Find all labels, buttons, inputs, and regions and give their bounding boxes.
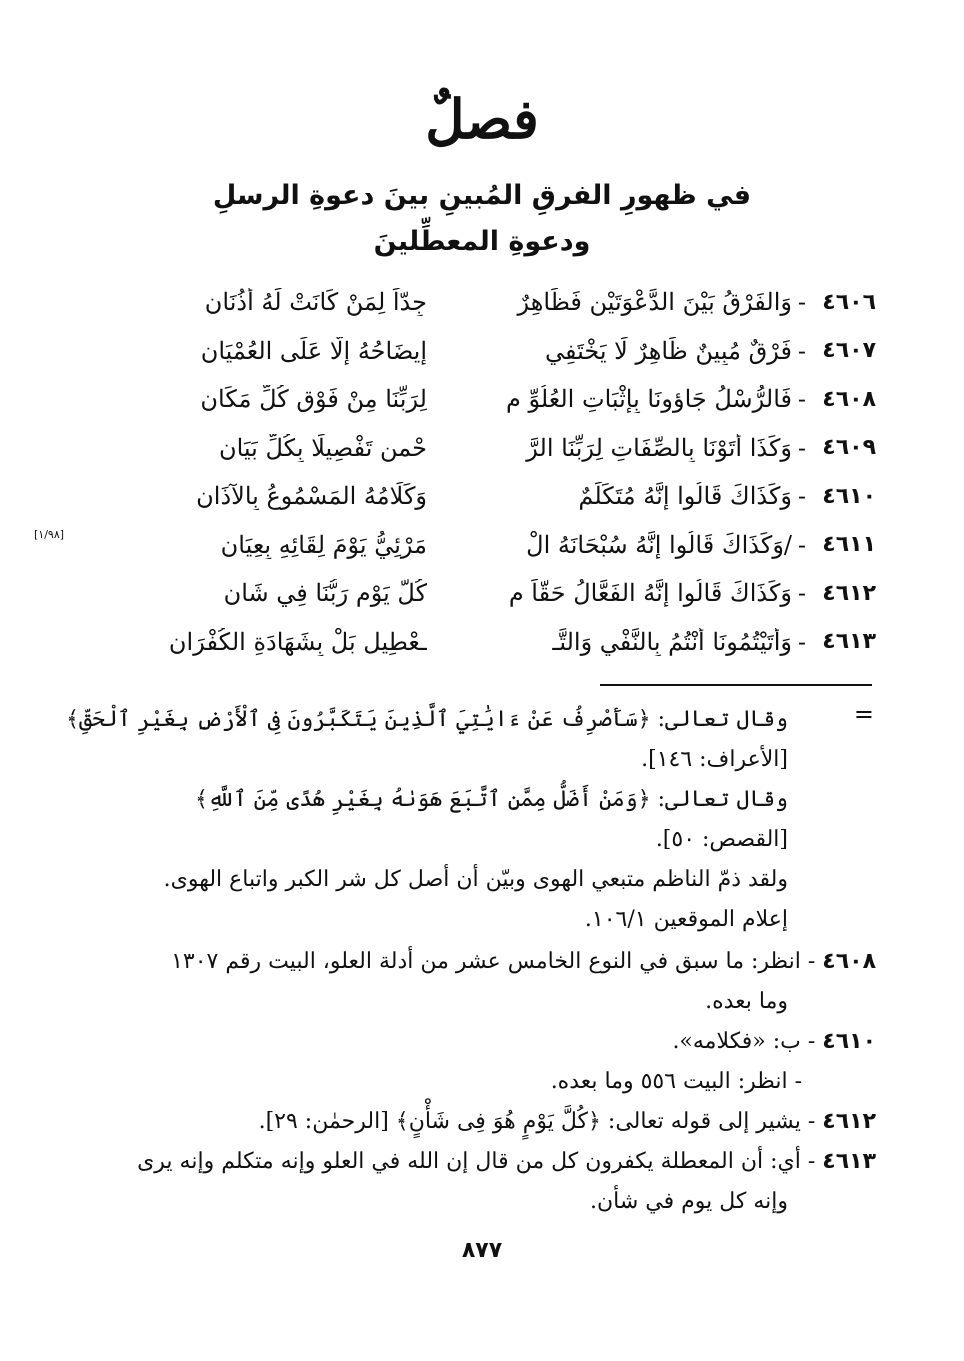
verse-row: ٤٦١١ - /وَكَذَاكَ قَالُوا إِنَّهُ سُبْحَانَهُ الْ مَرْئِيُّ يَوْمَ لِقَائِهِ بِعِيَانِ [86, 521, 876, 570]
footnote-text: أي: أن المعطلة يكفرون كل من قال إن الله في العلو وإنه متكلم وإنه يرى [137, 1149, 801, 1174]
footnote-item: ٤٦١٢ - يشير إلى قوله تعالى: ﴿كُلَّ يَوْمٍ هُوَ فِى شَأْنٍ﴾ [الرحمٰن: ٢٩]. [258, 1109, 876, 1134]
verse-number: ٤٦١٣ [822, 629, 876, 655]
verse-number: ٤٦٠٧ [822, 338, 876, 364]
footnote-number: ٤٦٠٨ [822, 949, 876, 974]
verse-first-hemistich: وَكَذَاكَ قَالُوا إِنَّهُ مُتَكَلِّمٌ [578, 482, 792, 511]
verse-row: ٤٦١٣ - وَأَتَيْتُمُونَا أَنْتُمُ بِالنَّفْيِ وَالتَّـ ـعْطِيلِ بَلْ بِشَهَادَةِ الكُفْرَانِ [86, 618, 876, 667]
note-line: ولقد ذمّ الناظم متبعي الهوى وبيّن أن أصل كل شر الكبر واتباع الهوى. [163, 867, 788, 892]
verse-second-hemistich: وَكَلَامُهُ المَسْمُوعُ بِالآذَانِ [196, 482, 427, 511]
footnote-item: - انظر: البيت ٥٥٦ وما بعده. [550, 1069, 802, 1094]
footnote-item: ٤٦١٣ - أي: أن المعطلة يكفرون كل من قال إن الله في العلو وإنه متكلم وإنه يرى [137, 1149, 876, 1174]
verse-second-hemistich: لِرَبِّنَا مِنْ فَوْقِ كُلِّ مَكَانِ [200, 385, 427, 414]
verse-number: ٤٦٠٦ [822, 289, 876, 315]
margin-page-mark: [١/٩٨] [34, 528, 65, 541]
footnote-number: ٤٦١٢ [822, 1109, 876, 1134]
footnote-text: انظر: ما سبق في النوع الخامس عشر من أدلة العلو، البيت رقم ١٣٠٧ [171, 949, 801, 974]
verses-block [86, 278, 876, 666]
verse-first-hemistich: فَرْقٌ مُبِينٌ ظَاهِرٌ لَا يَخْتَفِي [544, 336, 792, 365]
footnote-item: ٤٦١٠ - ب: «فكلامه». [672, 1029, 876, 1054]
footnote-divider [600, 684, 872, 686]
verse-first-hemistich: وَالفَرْقُ بَيْنَ الدَّعْوَتَيْنِ فَظَاهِرٌ [517, 288, 792, 317]
footnote-item: ٤٦٠٨ - انظر: ما سبق في النوع الخامس عشر من أدلة العلو، البيت رقم ١٣٠٧ [171, 949, 876, 974]
section-heading: فصلٌ [425, 87, 539, 151]
verse-row: ٤٦٠٦ - وَالفَرْقُ بَيْنَ الدَّعْوَتَيْنِ فَظَاهِرٌ جِدّاً لِمَنْ كَانَتْ لَهُ أُذُنَانِ [86, 278, 876, 327]
note-line: وقال تعالى: ﴿وَمَنْ أَضَلُّ مِمَّنِ ٱتَّبَعَ هَوَىٰهُ بِغَيْرِ هُدًى مِّنَ ٱللَّهِ﴾ [195, 787, 788, 812]
verse-first-hemistich: وَأَتَيْتُمُونَا أَنْتُمُ بِالنَّفْيِ وَالتَّـ [552, 627, 792, 656]
footnote-text: يشير إلى قوله تعالى: ﴿كُلَّ يَوْمٍ هُوَ فِى شَأْنٍ﴾ [الرحمٰن: ٢٩]. [258, 1109, 801, 1134]
verse-second-hemistich: مَرْئِيُّ يَوْمَ لِقَائِهِ بِعِيَانِ [220, 530, 427, 559]
section-title-line-2: ودعوةِ المعطِّلينَ [373, 226, 591, 257]
note-line: [الأعراف: ١٤٦]. [641, 747, 788, 772]
verse-row: ٤٦١٢ - وَكَذَاكَ قَالُوا إِنَّهُ الفَعَّالُ حَقّاً م كُلَّ يَوْمٍ رَبُّنَا فِي شَانِ [86, 569, 876, 618]
verse-first-hemistich: وَكَذَا أَتَوْنَا بِالصِّفَاتِ لِرَبِّنَا الرَّ [526, 433, 792, 462]
verse-second-hemistich: إِيضَاحُهُ إِلَّا عَلَى العُمْيَانِ [200, 336, 427, 365]
verse-number: ٤٦٠٨ [822, 386, 876, 412]
verse-second-hemistich: كُلَّ يَوْمٍ رَبُّنَا فِي شَانِ [223, 579, 427, 608]
note-line: إعلام الموقعين ١٠٦/١. [584, 907, 788, 932]
verse-row: ٤٦٠٨ - فَالرُّسْلُ جَاؤونَا بِإِثْبَاتِ العُلُوِّ م لِرَبِّنَا مِنْ فَوْقِ كُلِّ مَكَانِ [86, 375, 876, 424]
verse-first-hemistich: /وَكَذَاكَ قَالُوا إِنَّهُ سُبْحَانَهُ الْ [526, 530, 792, 559]
note-line: [القصص: ٥٠]. [655, 827, 788, 852]
verse-second-hemistich: جِدّاً لِمَنْ كَانَتْ لَهُ أُذُنَانِ [204, 288, 427, 317]
verse-number: ٤٦٠٩ [822, 435, 876, 461]
page-number: ٨٧٧ [461, 1238, 503, 1263]
verse-first-hemistich: فَالرُّسْلُ جَاؤونَا بِإِثْبَاتِ العُلُوِّ م [505, 385, 792, 414]
verse-row: ٤٦٠٧ - فَرْقٌ مُبِينٌ ظَاهِرٌ لَا يَخْتَفِي إِيضَاحُهُ إِلَّا عَلَى العُمْيَانِ [86, 327, 876, 376]
verse-row: ٤٦١٠ - وَكَذَاكَ قَالُوا إِنَّهُ مُتَكَلِّمٌ وَكَلَامُهُ المَسْمُوعُ بِالآذَانِ [86, 472, 876, 521]
verse-number: ٤٦١٠ [822, 483, 876, 509]
section-title-line-1: في ظهورِ الفرقِ المُبينِ بينَ دعوةِ الرسلِ [212, 180, 752, 211]
verse-second-hemistich: حْمنِ تَفْصِيلًا بِكُلِّ بَيَانِ [218, 433, 427, 462]
footnote-text: انظر: البيت ٥٥٦ وما بعده. [550, 1069, 788, 1094]
footnote-number: ٤٦١٠ [822, 1029, 876, 1054]
footnote-text: ب: «فكلامه». [672, 1029, 801, 1054]
verse-second-hemistich: ـعْطِيلِ بَلْ بِشَهَادَةِ الكُفْرَانِ [168, 627, 427, 656]
footnote-number: ٤٦١٣ [822, 1149, 876, 1174]
verse-row: ٤٦٠٩ - وَكَذَا أَتَوْنَا بِالصِّفَاتِ لِرَبِّنَا الرَّ حْمنِ تَفْصِيلًا بِكُلِّ بَيَانِ [86, 424, 876, 473]
verse-number: ٤٦١١ [822, 532, 876, 558]
verse-number: ٤٦١٢ [822, 580, 876, 606]
footnote-continuation: وإنه كل يوم في شأن. [589, 1189, 788, 1214]
note-line: وقال تعالى: ﴿سَأَصْرِفُ عَنْ ءَايَٰتِيَ ٱلَّذِينَ يَتَكَبَّرُونَ فِى ٱلْأَرْضِ بِغَيْرِ ٱلْحَقِّ﴾ [66, 707, 788, 732]
footnote-continuation: وما بعده. [705, 989, 788, 1014]
continuation-sign: = [853, 700, 874, 728]
verse-first-hemistich: وَكَذَاكَ قَالُوا إِنَّهُ الفَعَّالُ حَقّاً م [508, 579, 792, 608]
